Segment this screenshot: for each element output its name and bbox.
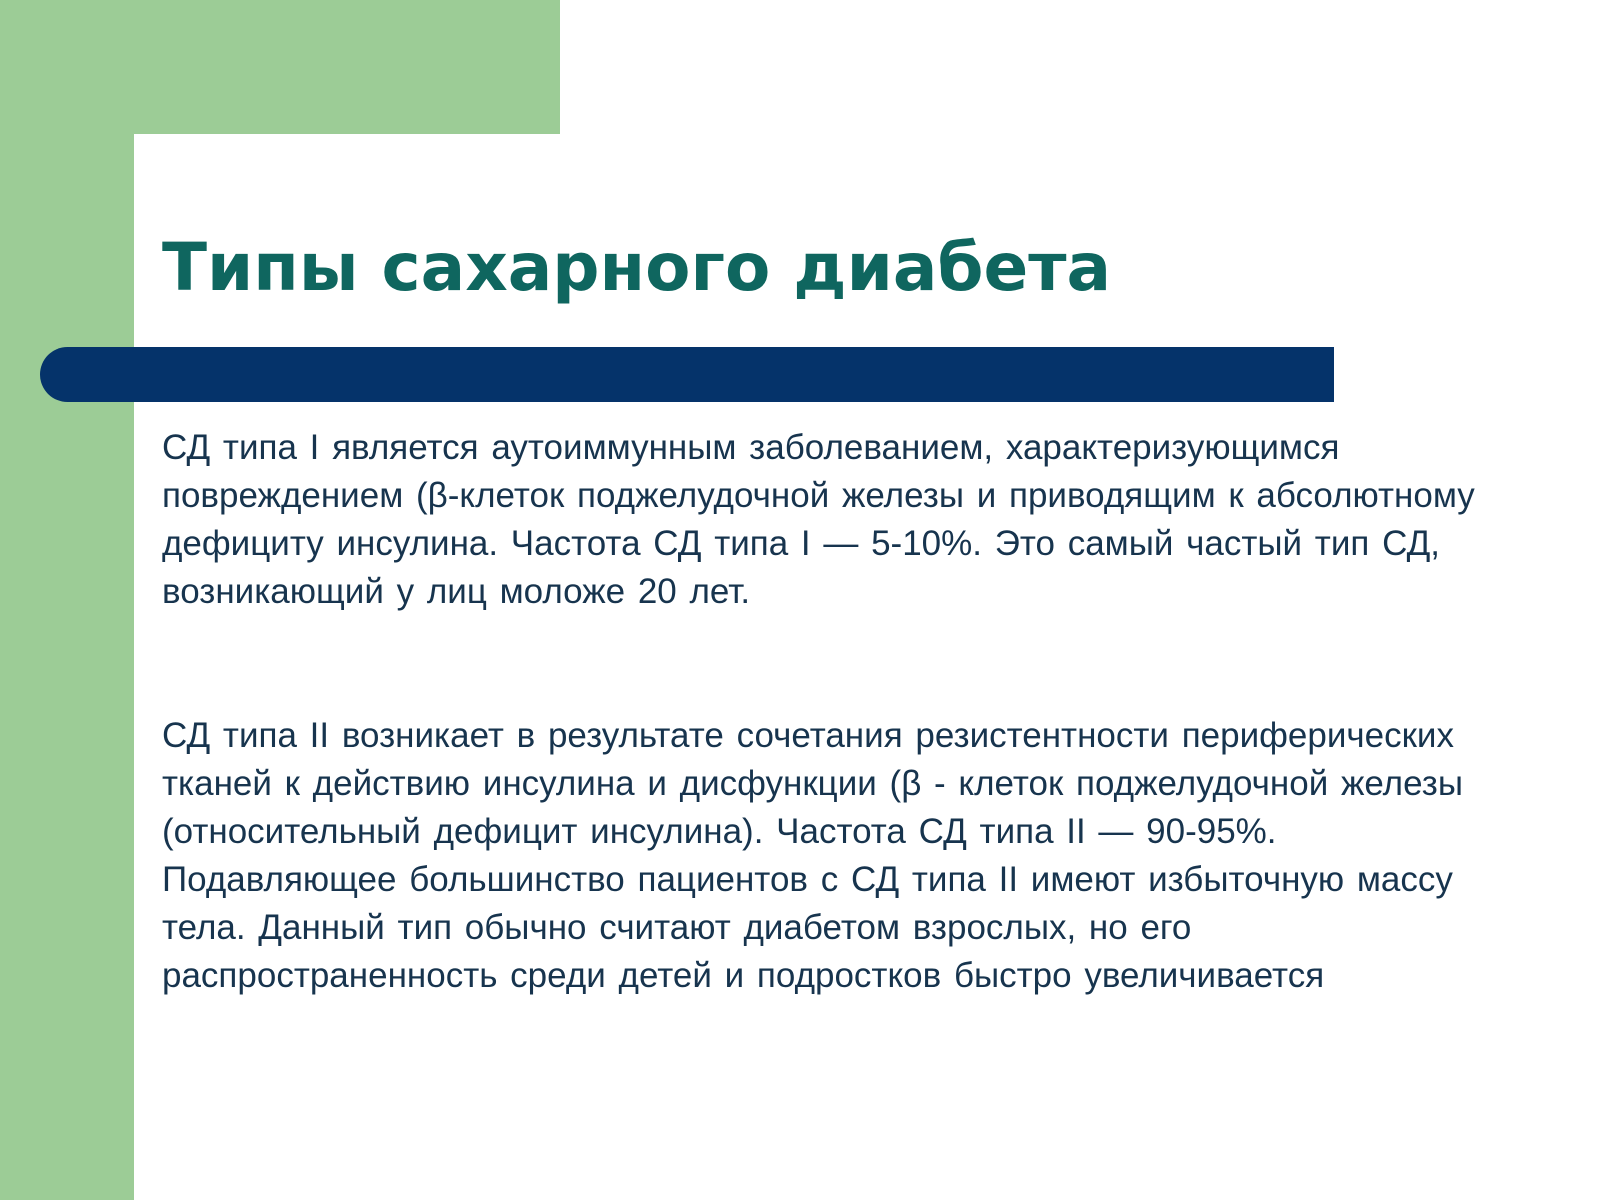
- paragraph-type-1: СД типа I является аутоиммунным заболеванием, характеризующимся повреждением (β-клеток поджелудочной железы и приводящим к абсолютному дефициту инсулина. Частота СД типа I — 5-10%. Это самый частый тип СД, возникающий у лиц моложе 20 лет.: [162, 428, 1475, 611]
- slide-title: Типы сахарного диабета: [162, 229, 1112, 306]
- green-side-strip: [0, 0, 134, 1200]
- paragraph-type-2: СД типа II возникает в результате сочетания резистентности периферических тканей к действию инсулина и дисфункции (β - клеток поджелудочной железы (относительный дефицит инсулина). Частота СД типа II — 90-95%. Подавляющее большинство пациентов с СД типа II имеют избыточную массу тела. Данный тип обычно считают диабетом взрослых, но его распространенность среди детей и подростков быстро увеличивается: [162, 716, 1464, 995]
- title-underline-bar: [40, 347, 1334, 402]
